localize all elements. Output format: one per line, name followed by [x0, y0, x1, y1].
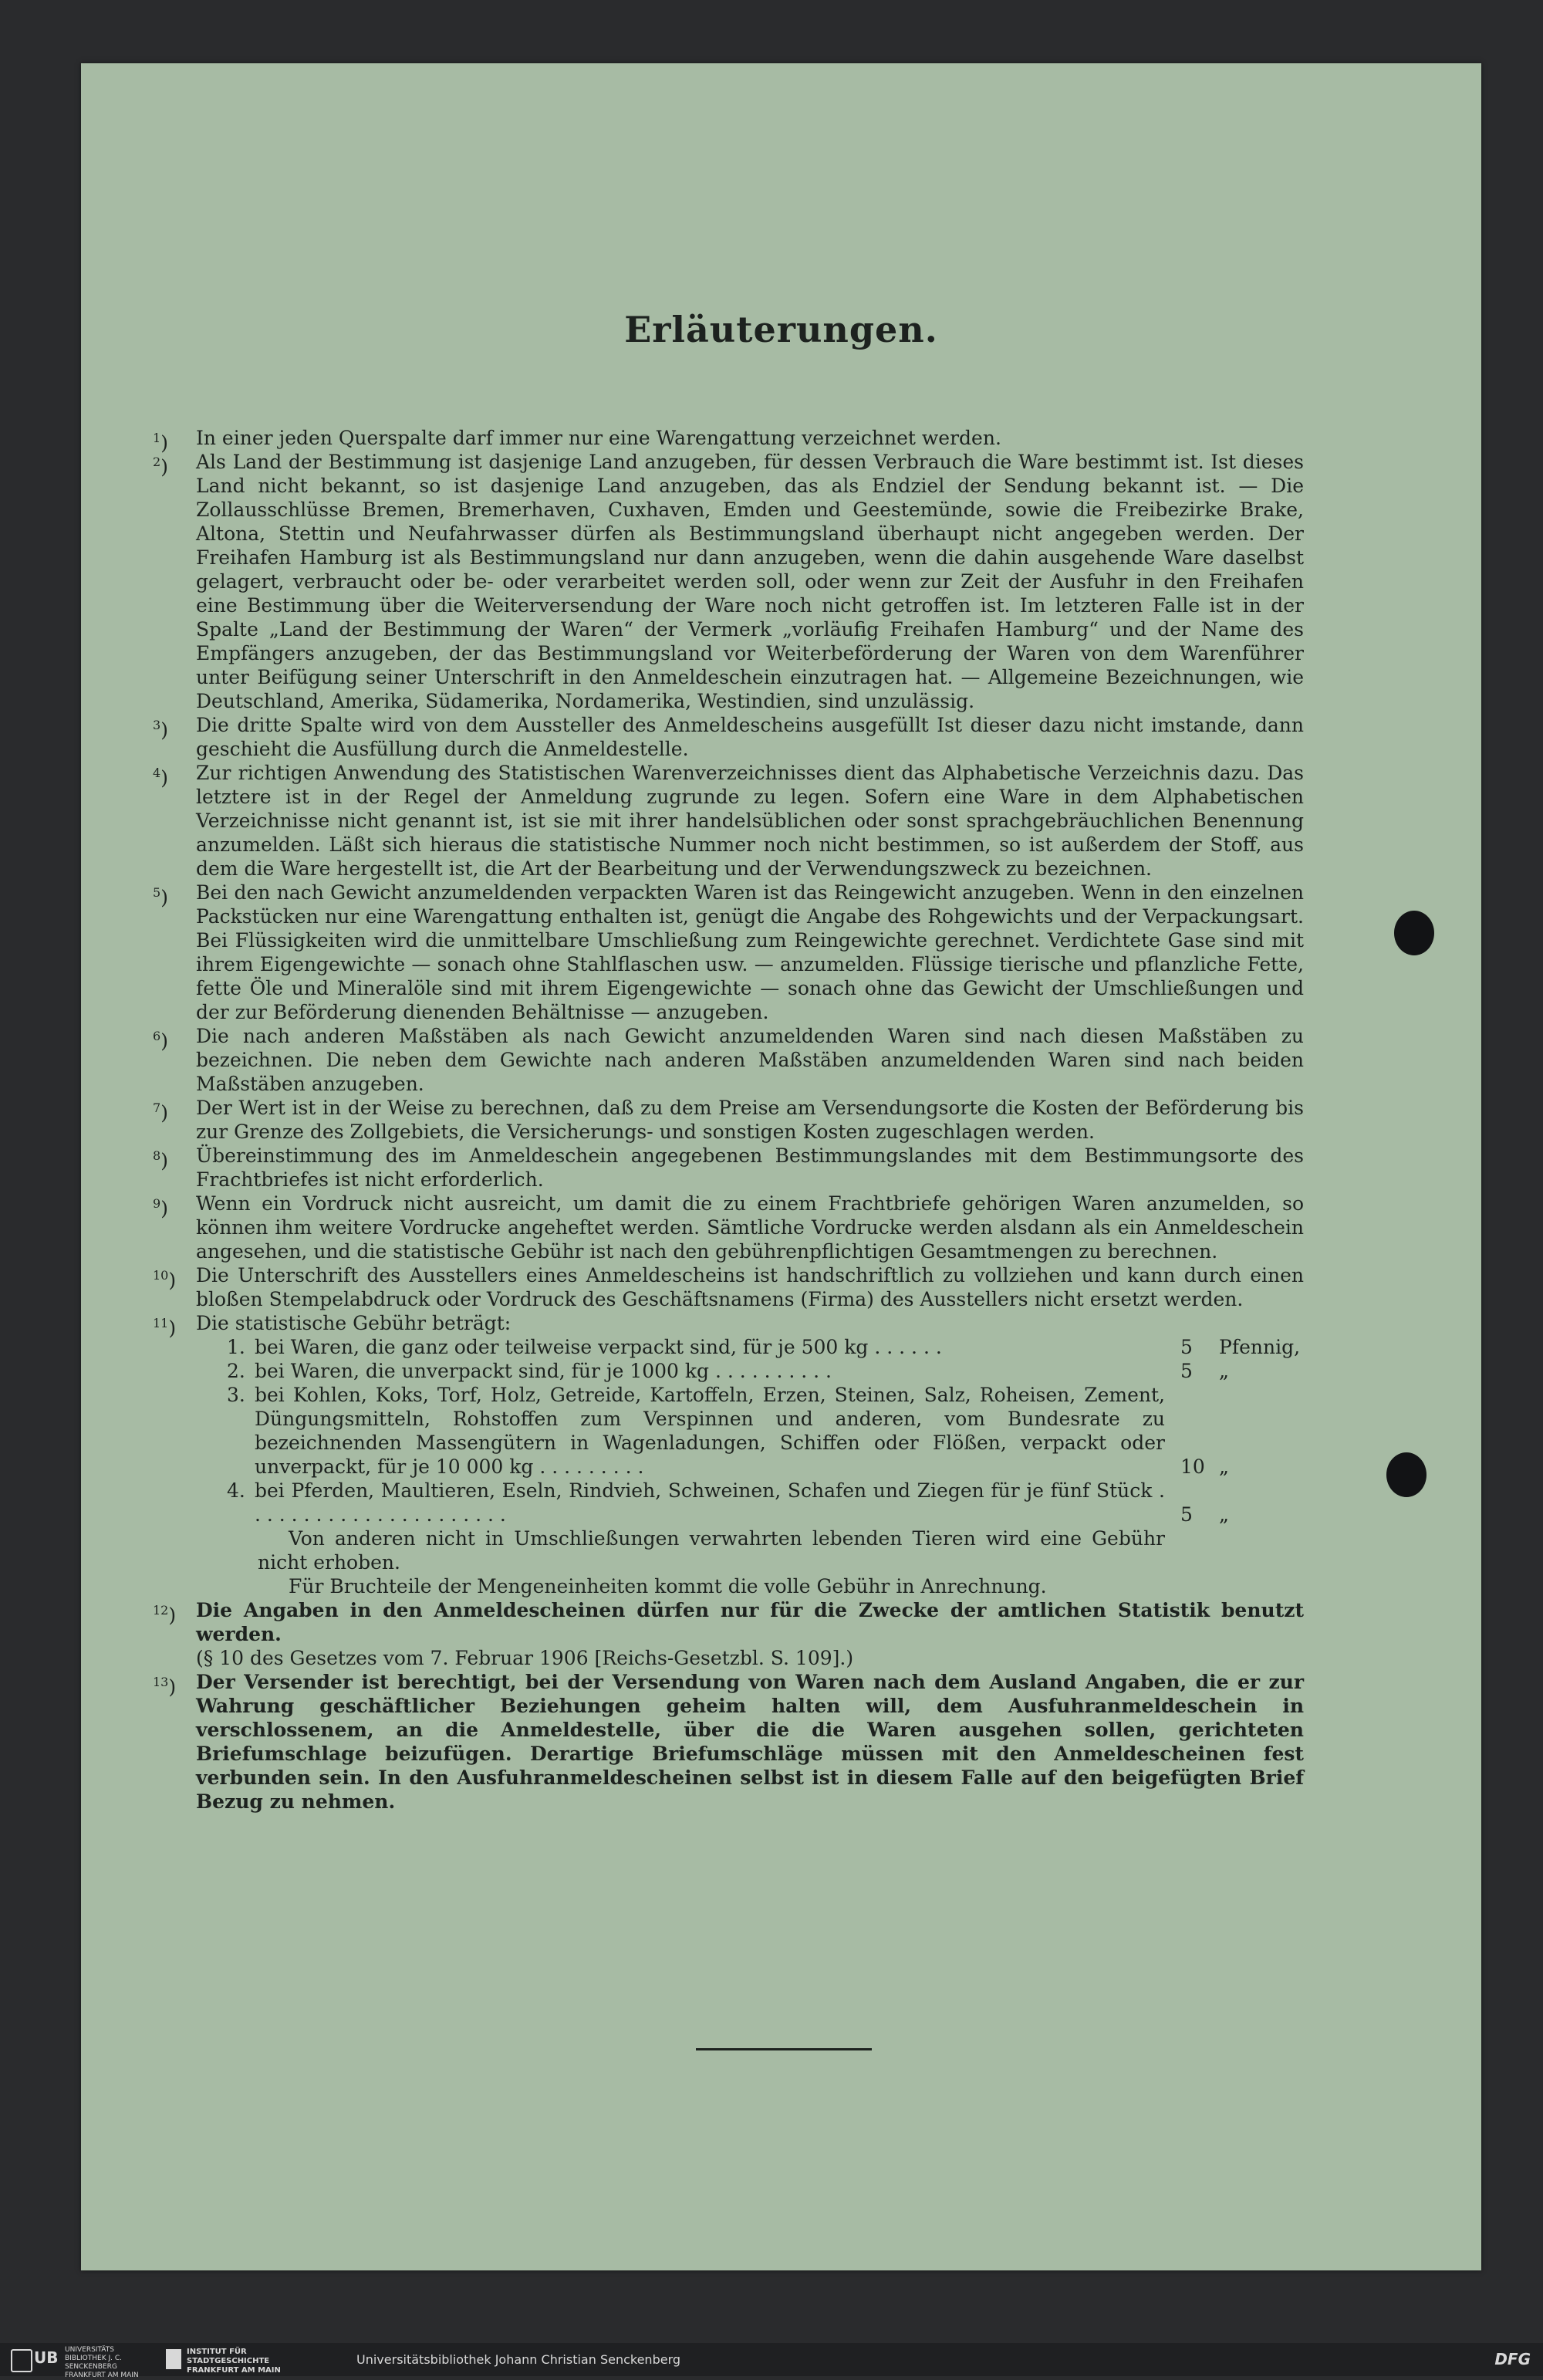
- note-text: Der Wert ist in der Weise zu berechnen, daß zu dem Preise am Versendungsorte die Kosten der Beförderung bis zur Grenze des Zollgebiets, die Versicherungs- und sonstigen Kosten zugeschlagen werden.: [196, 1097, 1304, 1143]
- note-number: 12: [153, 1603, 169, 1618]
- document-page: [81, 63, 1481, 2270]
- fee-note: Für Bruchteile der Mengeneinheiten kommt die volle Gebühr in Anrechnung.: [289, 1575, 1047, 1597]
- fee-item-number: 2.: [227, 1360, 245, 1382]
- fee-item-text: bei Kohlen, Koks, Torf, Holz, Getreide, Kartoffeln, Erzen, Steinen, Salz, Roheisen, Zement, Düngungsmitteln, Rohstoffen zum Verspinnen und anderen, vom Bundesrate zu bezeichnenden Massengütern in Wagenladungen, Schiffen oder Flößen, verpackt oder unverpackt, für je 10 000 kg . . . . . . . . .: [255, 1384, 1165, 1478]
- note-text: Die Unterschrift des Ausstellers eines Anmeldescheins ist handschriftlich zu vollziehen und kann durch einen bloßen Stempelabdruck oder Vordruck des Geschäftsnamens (Firma) des Ausstellers nicht ersetzt werden.: [196, 1264, 1304, 1310]
- fee-item-amount: 5: [1180, 1503, 1193, 1526]
- fee-note: Von anderen nicht in Umschließungen verwahrten lebenden Tieren wird eine Gebühr nicht erhoben.: [258, 1527, 1165, 1574]
- note-2: $^2$) Als Land der Bestimmung ist dasjenige Land anzugeben, für dessen Verbrauch die Ware bestimmt ist. Ist dieses Land nicht bekannt, so ist dasjenige Land anzugeben, das als Endziel der Sendung bekannt ist. — Die Zollausschlüsse Bremen, Bremerhaven, Cuxhaven, Emden und Geestemünde, sowie die Freibezirke Brake, Altona, Stettin und Neufahrwasser dürfen als Bestimmungsland überhaupt nicht angegeben werden. Der Freihafen Hamburg ist als Bestimmungsland nur dann anzugeben, wenn die dahin ausgehende Ware daselbst gelagert, verbraucht oder be- oder verarbeitet werden soll, oder wenn zur Zeit der Ausfuhr in den Freihafen eine Bestimmung über die Weiterversendung der Ware noch nicht getroffen ist. Im letzteren Falle ist in der Spalte „Land der Bestimmung der Waren“ der Vermerk „vorläufig Freihafen Hamburg“ und der Name des Empfängers anzugeben, der das Bestimmungsland vor Weiterbeförderung der Waren von dem Warenführer unter Beifügung seiner Unterschrift in den Anmeldeschein einzutragen hat. — Allgemeine Bezeichnungen, wie Deutschland, Amerika, Südamerika, Nordamerika, Westindien, sind unzulässig.: [153, 451, 1304, 712]
- note-number: 10: [153, 1268, 169, 1283]
- fee-item-unit: „: [1219, 1455, 1229, 1478]
- law-reference: (§ 10 des Gesetzes vom 7. Februar 1906 [Reichs-Gesetzbl. S. 109].): [196, 1647, 854, 1669]
- note-text: Die nach anderen Maßstäben als nach Gewicht anzumeldenden Waren sind nach diesen Maßstäben zu bezeichnen. Die neben dem Gewichte nach anderen Maßstäben anzumeldenden Waren sind nach beiden Maßstäben anzugeben.: [196, 1025, 1304, 1095]
- punch-hole: [1386, 1452, 1427, 1497]
- note-text: Wenn ein Vordruck nicht ausreicht, um damit die zu einem Frachtbriefe gehörigen Waren anzumelden, so können ihm weitere Vordrucke angeheftet werden. Sämtliche Vordrucke werden alsdann als ein Anmeldeschein angesehen, und die statistische Gebühr ist nach den gebührenpflichtigen Gesamtmengen zu berechnen.: [196, 1192, 1304, 1263]
- note-text: In einer jeden Querspalte darf immer nur eine Warengattung verzeichnet werden.: [196, 427, 1001, 449]
- library-logo-icon: [11, 2349, 32, 2372]
- note-text: Zur richtigen Anwendung des Statistischen Warenverzeichnisses dient das Alphabetische Verzeichnis dazu. Das letztere ist in der Regel der Anmeldung zugrunde zu legen. Sofern eine Ware in dem Alphabetischen Verzeichnisse nicht genannt ist, ist sie mit ihrer handelsüblichen oder sonst sprachgebräuchlichen Benennung anzumelden. Läßt sich hieraus die statistische Nummer noch nicht bestimmen, so ist außerdem der Stoff, aus dem die Ware hergestellt ist, die Art der Bearbeitung und der Verwendungszweck zu bezeichnen.: [196, 762, 1304, 880]
- note-9: $^9$) Wenn ein Vordruck nicht ausreicht, um damit die zu einem Frachtbriefe gehörigen Waren anzumelden, so können ihm weitere Vordrucke angeheftet werden. Sämtliche Vordrucke werden alsdann als ein Anmeldeschein angesehen, und die statistische Gebühr ist nach den gebührenpflichtigen Gesamtmengen zu berechnen.: [153, 1192, 1304, 1263]
- note-number: 7: [153, 1100, 161, 1115]
- note-number: 11: [153, 1316, 169, 1330]
- institute-logo-icon: [166, 2349, 181, 2369]
- fee-item-amount: 5: [1180, 1360, 1193, 1382]
- note-number: 1: [153, 431, 161, 445]
- note-7: $^7$) Der Wert ist in der Weise zu berechnen, daß zu dem Preise am Versendungsorte die Kosten der Beförderung bis zur Grenze des Zollgebiets, die Versicherungs- und sonstigen Kosten zugeschlagen werden.: [153, 1097, 1304, 1143]
- library-name: Universitätsbibliothek Johann Christian Senckenberg: [356, 2352, 681, 2367]
- fee-list: [227, 1335, 1304, 1526]
- page-title: Erläuterungen.: [624, 309, 938, 350]
- fee-item-text: bei Waren, die ganz oder teilweise verpackt sind, für je 500 kg . . . . . .: [255, 1336, 942, 1358]
- note-5: $^5$) Bei den nach Gewicht anzumeldenden verpackten Waren ist das Reingewicht anzugeben. Wenn in den einzelnen Packstücken nur eine Warengattung enthalten ist, genügt die Angabe des Rohgewichts und der Verpackungsart. Bei Flüssigkeiten wird die unmittelbare Umschließung zum Reingewichte gerechnet. Verdichtete Gase sind mit ihrem Eigengewichte — sonach ohne Stahlflaschen usw. — anzumelden. Flüssige tierische und pflanzliche Fette, fette Öle und Mineralöle sind mit ihrem Eigengewichte — sonach ohne das Gewicht der Umschließungen und der zur Beförderung dienenden Behältnisse — anzugeben.: [153, 881, 1304, 1023]
- fee-item-amount: 5: [1180, 1336, 1193, 1358]
- note-6: $^6$) Die nach anderen Maßstäben als nach Gewicht anzumeldenden Waren sind nach diesen Maßstäben zu bezeichnen. Die neben dem Gewichte nach anderen Maßstäben anzumeldenden Waren sind nach beiden Maßstäben anzugeben.: [153, 1025, 1304, 1095]
- note-number: 2: [153, 455, 161, 469]
- note-11: $^{11}$) Die statistische Gebühr beträgt: 1. bei Waren, die ganz oder teilweise verpackt sind, für je 500 kg . . . . . . 5 Pfennig, 2. bei Waren, die unverpackt sind, für je 1000 kg . . . . . . . . . . 5 „ 3. bei Kohlen, Koks, Torf, Holz, Getreide, Kartoffeln, Erzen, Steinen, Salz, Roheisen, Zement, Düngungsmitteln, Rohstoffen zum Verspinnen und anderen, vom Bundesrate zu bezeichnenden Massengütern in Wagenladungen, Schiffen oder Flößen, verpackt oder unverpackt, für je 10 000 kg . . . . . . . . . 10 „ 4. bei Pferden, Maultieren, Eseln, Rindvieh, Schweinen, Schafen und Ziegen für je fünf Stück . . . . . . . . . . . . . . . . . . . . . . 5 „ Von anderen nicht in Umschließungen verwahrten lebenden Tieren wird eine Gebühr nicht erhoben. Für Bruchteile der Mengeneinheiten kommt die volle Gebühr in Anrechnung.: [153, 1311, 1304, 1598]
- note-1: $^1$) In einer jeden Querspalte darf immer nur eine Warengattung verzeichnet werden.: [153, 427, 1001, 455]
- closing-rule: [696, 2048, 872, 2050]
- notes-list: [153, 426, 1304, 1814]
- ub-label: UB: [34, 2348, 59, 2367]
- fee-item-number: 3.: [227, 1384, 245, 1406]
- note-13-text: Der Versender ist berechtigt, bei der Versendung von Waren nach dem Ausland Angaben, die er zur Wahrung geschäftlicher Beziehungen geheim halten will, dem Ausfuhranmeldeschein in verschlossenem, an die Anmeldestelle, über die die Waren ausgehen sollen, gerichteten Briefumschlage beizufügen. Derartige Briefumschläge müssen mit den Anmeldescheinen fest verbunden sein. In den Ausfuhranmeldescheinen selbst ist in diesem Falle auf den beigefügten Brief Bezug zu nehmen.: [196, 1671, 1304, 1813]
- note-3: $^3$) Die dritte Spalte wird von dem Aussteller des Anmeldescheins ausgefüllt Ist dieser dazu nicht imstande, dann geschieht die Ausfüllung durch die Anmeldestelle.: [153, 714, 1304, 760]
- fee-item: [227, 1479, 1304, 1526]
- note-text: Als Land der Bestimmung ist dasjenige Land anzugeben, für dessen Verbrauch die Ware bestimmt ist. Ist dieses Land nicht bekannt, so ist dasjenige Land anzugeben, das als Endziel der Sendung bekannt ist. — Die Zollausschlüsse Bremen, Bremerhaven, Cuxhaven, Emden und Geestemünde, sowie die Freibezirke Brake, Altona, Stettin und Neufahrwasser dürfen als Bestimmungsland überhaupt nicht angegeben werden. Der Freihafen Hamburg ist als Bestimmungsland nur dann anzugeben, wenn die dahin ausgehende Ware daselbst gelagert, verbraucht oder be- oder verarbeitet werden soll, oder wenn zur Zeit der Ausfuhr in den Freihafen eine Bestimmung über die Weiterversendung der Ware noch nicht getroffen ist. Im letzteren Falle ist in der Spalte „Land der Bestimmung der Waren“ der Vermerk „vorläufig Freihafen Hamburg“ und der Name des Empfängers anzugeben, der das Bestimmungsland vor Weiterbeförderung der Waren von dem Warenführer unter Beifügung seiner Unterschrift in den Anmeldeschein einzutragen hat. — Allgemeine Bezeichnungen, wie Deutschland, Amerika, Südamerika, Nordamerika, Westindien, sind unzulässig.: [196, 451, 1304, 712]
- viewer-footer: [0, 2343, 1543, 2379]
- note-text: Die dritte Spalte wird von dem Aussteller des Anmeldescheins ausgefüllt Ist dieser dazu nicht imstande, dann geschieht die Ausfüllung durch die Anmeldestelle.: [196, 714, 1304, 760]
- fee-item-text: bei Pferden, Maultieren, Eseln, Rindvieh, Schweinen, Schafen und Ziegen für je fünf Stück . . . . . . . . . . . . . . . . . . . . . .: [255, 1479, 1165, 1526]
- note-10: $^{10}$) Die Unterschrift des Ausstellers eines Anmeldescheins ist handschriftlich zu vollziehen und kann durch einen bloßen Stempelabdruck oder Vordruck des Geschäftsnamens (Firma) des Ausstellers nicht ersetzt werden.: [153, 1264, 1304, 1310]
- dfg-logo: DFG: [1494, 2350, 1531, 2368]
- fee-item-amount: 10: [1180, 1455, 1205, 1478]
- fee-item-unit: „: [1219, 1503, 1229, 1526]
- fee-item: [227, 1359, 1304, 1383]
- punch-hole: [1394, 911, 1434, 955]
- note-12-text: Die Angaben in den Anmeldescheinen dürfen nur für die Zwecke der amtlichen Statistik benutzt werden.: [196, 1599, 1304, 1645]
- note-8: $^8$) Übereinstimmung des im Anmeldeschein angegebenen Bestimmungslandes mit dem Bestimmungsorte des Frachtbriefes ist nicht erforderlich.: [153, 1144, 1304, 1191]
- note-number: 5: [153, 885, 161, 900]
- fee-item-text: bei Waren, die unverpackt sind, für je 1000 kg . . . . . . . . . .: [255, 1360, 832, 1382]
- note-number: 13: [153, 1675, 169, 1689]
- institute-label: INSTITUT FÜR STADTGESCHICHTE FRANKFURT AM MAIN: [187, 2348, 281, 2375]
- fee-item-unit: „: [1219, 1360, 1229, 1382]
- note-text: Bei den nach Gewicht anzumeldenden verpackten Waren ist das Reingewicht anzugeben. Wenn in den einzelnen Packstücken nur eine Warengattung enthalten ist, genügt die Angabe des Rohgewichts und der Verpackungsart. Bei Flüssigkeiten wird die unmittelbare Umschließung zum Reingewichte gerechnet. Verdichtete Gase sind mit ihrem Eigengewichte — sonach ohne Stahlflaschen usw. — anzumelden. Flüssige tierische und pflanzliche Fette, fette Öle und Mineralöle sind mit ihrem Eigengewichte — sonach ohne das Gewicht der Umschließungen und der zur Beförderung dienenden Behältnisse — anzugeben.: [196, 881, 1304, 1023]
- fee-item: [227, 1335, 1304, 1359]
- note-number: 9: [153, 1196, 161, 1211]
- university-label: UNIVERSITÄTS BIBLIOTHEK J. C. SENCKENBERG FRANKFURT AM MAIN: [65, 2346, 139, 2379]
- note-4: $^4$) Zur richtigen Anwendung des Statistischen Warenverzeichnisses dient das Alphabetische Verzeichnis dazu. Das letztere ist in der Regel der Anmeldung zugrunde zu legen. Sofern eine Ware in dem Alphabetischen Verzeichnisse nicht genannt ist, ist sie mit ihrer handelsüblichen oder sonst sprachgebräuchlichen Benennung anzumelden. Läßt sich hieraus die statistische Nummer noch nicht bestimmen, so ist außerdem der Stoff, aus dem die Ware hergestellt ist, die Art der Bearbeitung und der Verwendungszweck zu bezeichnen.: [153, 762, 1304, 880]
- note-12: $^{12}$) Die Angaben in den Anmeldescheinen dürfen nur für die Zwecke der amtlichen Statistik benutzt werden. (§ 10 des Gesetzes vom 7. Februar 1906 [Reichs-Gesetzbl. S. 109].): [153, 1599, 1304, 1669]
- fee-item-number: 1.: [227, 1336, 245, 1358]
- note-number: 3: [153, 718, 161, 732]
- note-text: Übereinstimmung des im Anmeldeschein angegebenen Bestimmungslandes mit dem Bestimmungsorte des Frachtbriefes ist nicht erforderlich.: [196, 1144, 1304, 1191]
- note-number: 6: [153, 1029, 161, 1043]
- note-number: 8: [153, 1148, 161, 1163]
- note-number: 4: [153, 766, 161, 780]
- fee-item: [227, 1383, 1304, 1479]
- note-13: $^{13}$) Der Versender ist berechtigt, bei der Versendung von Waren nach dem Ausland Angaben, die er zur Wahrung geschäftlicher Beziehungen geheim halten will, dem Ausfuhranmeldeschein in verschlossenem, an die Anmeldestelle, über die die Waren ausgehen sollen, gerichteten Briefumschlage beizufügen. Derartige Briefumschläge müssen mit den Anmeldescheinen fest verbunden sein. In den Ausfuhranmeldescheinen selbst ist in diesem Falle auf den beigefügten Brief Bezug zu nehmen.: [153, 1671, 1304, 1813]
- fee-intro: Die statistische Gebühr beträgt:: [196, 1312, 512, 1334]
- fee-item-number: 4.: [227, 1479, 245, 1502]
- fee-item-unit: Pfennig,: [1219, 1336, 1301, 1358]
